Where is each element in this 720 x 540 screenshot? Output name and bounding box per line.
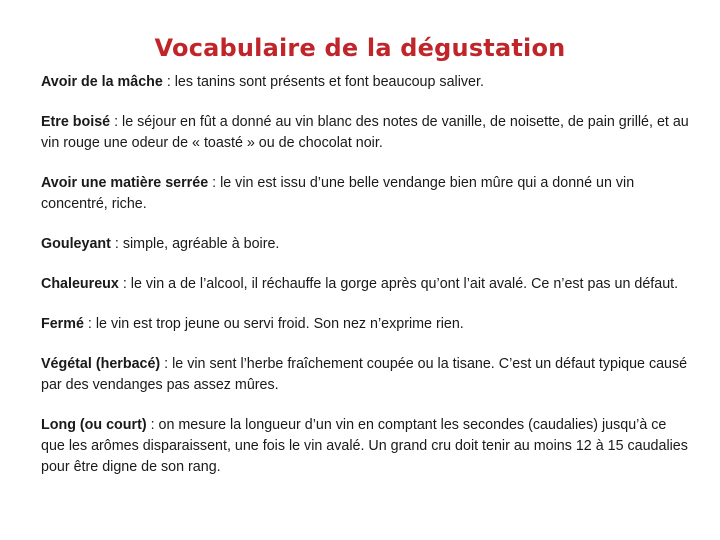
entry-definition: : simple, agréable à boire.	[110, 236, 280, 252]
entry-term: Chaleureux	[41, 276, 119, 292]
entry-definition: : le vin a de l’alcool, il réchauffe la gorge après qu’ont l’ait avalé. Ce n’est pas un défaut.	[118, 276, 679, 292]
entry-term: Fermé	[41, 316, 84, 332]
entry-definition: : on mesure la longueur d’un vin en comptant les secondes (caudalies) jusqu’à ce que les arômes disparaissent, une fois le vin avalé. Un grand cru doit tenir au moins 12 à 15 caudalies pour être digne de son rang.	[41, 417, 688, 475]
vocabulary-entry	[41, 354, 691, 396]
vocabulary-entry	[41, 112, 691, 154]
entry-term: Etre boisé	[41, 114, 111, 130]
vocabulary-entry	[41, 314, 691, 335]
entry-term: Végétal (herbacé)	[41, 356, 161, 372]
entry-definition: : les tanins sont présents et font beaucoup saliver.	[162, 74, 484, 90]
entry-term: Long (ou court)	[41, 417, 147, 433]
vocabulary-entry	[41, 173, 691, 215]
entry-term: Avoir de la mâche	[41, 74, 163, 90]
entry-term: Gouleyant	[41, 236, 111, 252]
entry-definition: : le vin est trop jeune ou servi froid. Son nez n’exprime rien.	[83, 316, 464, 332]
entry-definition: : le séjour en fût a donné au vin blanc des notes de vanille, de noisette, de pain grillé, et au vin rouge une odeur de « toasté » ou de chocolat noir.	[41, 114, 689, 151]
vocabulary-entry	[41, 274, 691, 295]
entry-definition: : le vin est issu d’une belle vendange bien mûre qui a donné un vin concentré, riche.	[41, 175, 635, 212]
vocabulary-entry	[41, 72, 691, 93]
entry-term: Avoir une matière serrée	[41, 175, 209, 191]
vocabulary-entry	[41, 234, 691, 255]
entry-definition: : le vin sent l’herbe fraîchement coupée ou la tisane. C’est un défaut typique causé par des vendanges pas assez mûres.	[41, 356, 688, 393]
slide-title: Vocabulaire de la dégustation	[154, 34, 566, 62]
vocabulary-entry	[41, 415, 691, 478]
vocabulary-list	[41, 72, 691, 497]
